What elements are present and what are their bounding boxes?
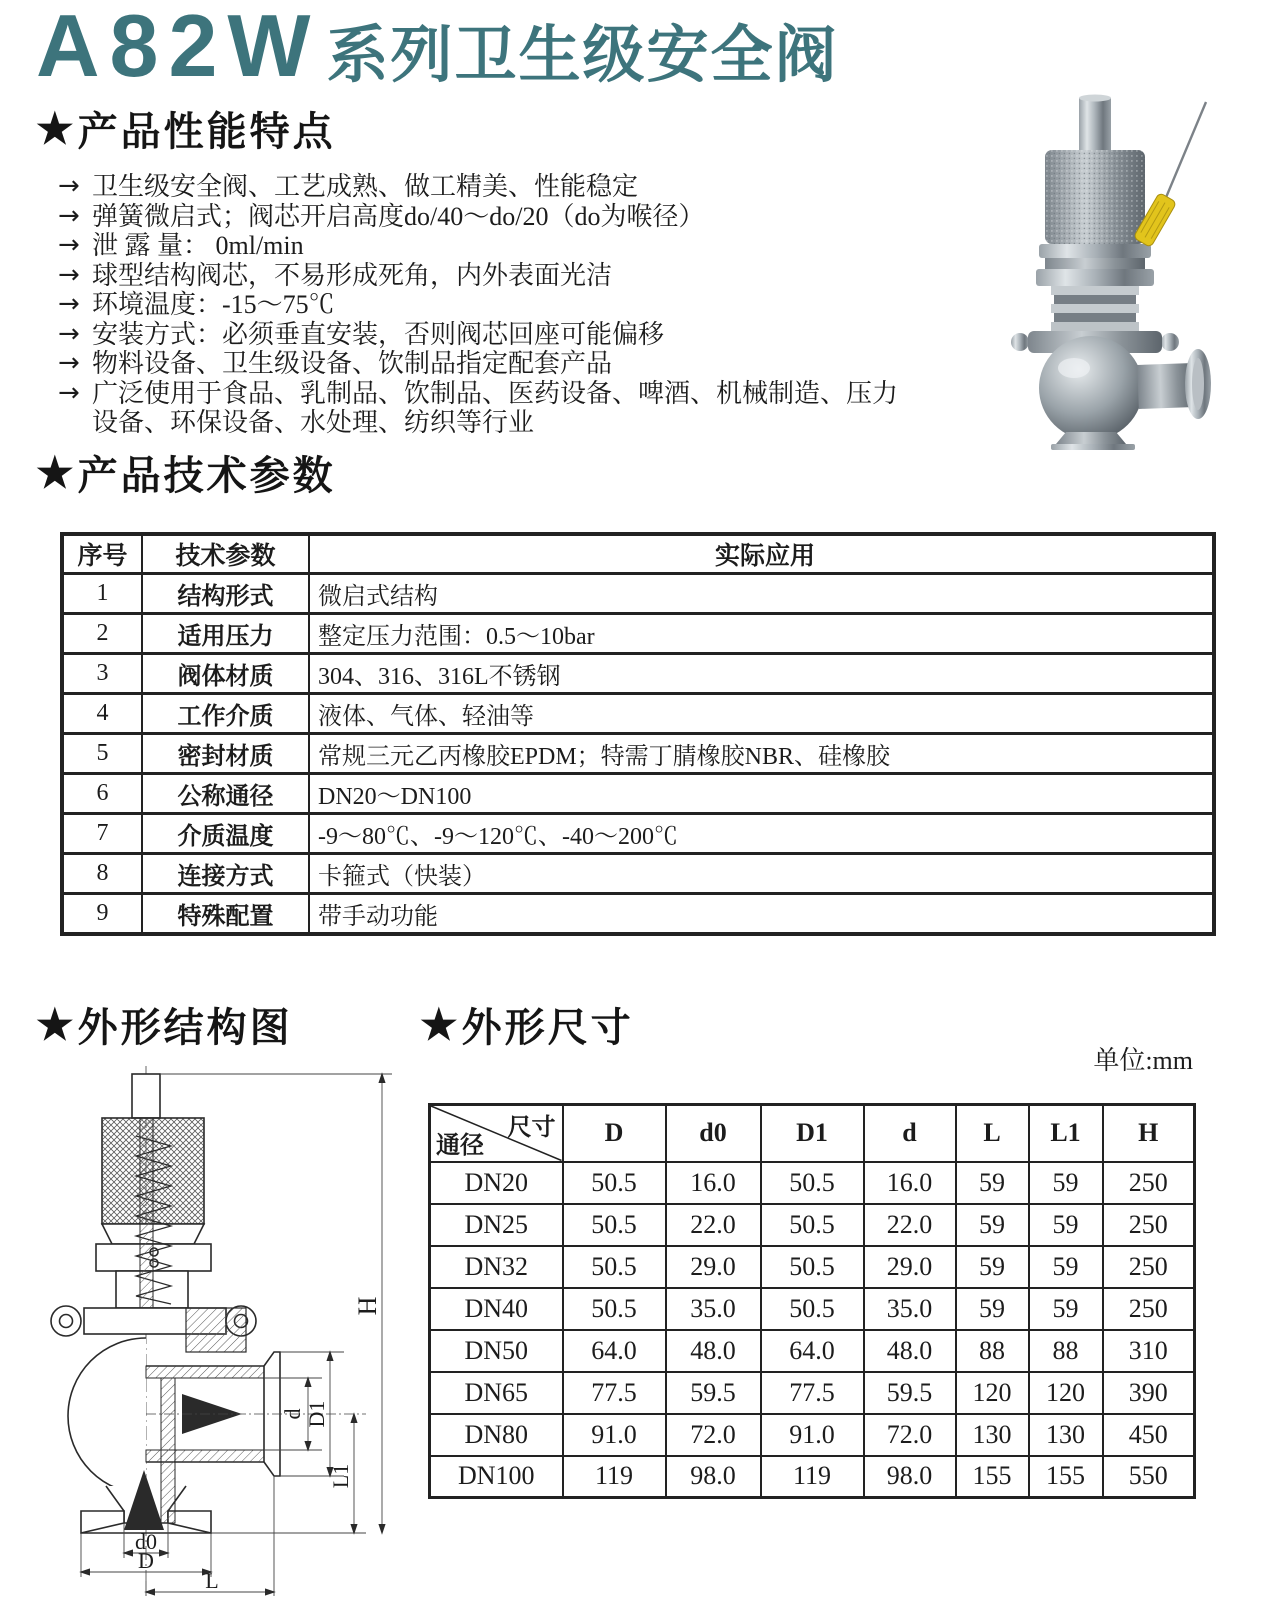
star-icon: ★ <box>36 450 74 497</box>
arrow-icon: → <box>58 259 80 290</box>
dims-header-D1: D1 <box>761 1105 864 1162</box>
feature-item: → 安装方式：必须垂直安装，否则阀芯回座可能偏移 <box>58 318 665 349</box>
dims-header-L1: L1 <box>1029 1105 1103 1162</box>
feature-item: → 环境温度：-15～75℃ <box>58 289 335 319</box>
arrow-icon: → <box>58 230 80 260</box>
dimensions-table <box>428 1103 1196 1499</box>
arrow-icon: → <box>58 289 80 319</box>
table-row: 4 工作介质 液体、气体、轻油等 <box>62 694 1214 734</box>
table-row: 3 阀体材质 304、316、316L不锈钢 <box>62 654 1214 694</box>
feature-item: → 弹簧微启式；阀芯开启高度do/40～do/20（do为喉径） <box>58 200 705 231</box>
dim-label-d0: d0 <box>135 1529 157 1554</box>
table-row: DN40 50.5 35.0 50.5 35.0 59 59 250 <box>430 1288 1195 1330</box>
units-label: 单位:mm <box>1093 1046 1193 1075</box>
table-row: 9 特殊配置 带手动功能 <box>62 894 1214 934</box>
arrow-icon: → <box>58 377 80 408</box>
product-photo <box>948 92 1248 455</box>
dims-header-H: H <box>1103 1105 1195 1162</box>
corner-label-size: 尺寸 <box>507 1115 556 1141</box>
table-row: DN32 50.5 29.0 50.5 29.0 59 59 250 <box>430 1246 1195 1288</box>
product-model: A82W <box>36 0 321 95</box>
tech-header-param: 技术参数 <box>142 534 309 574</box>
dims-corner-cell <box>430 1105 563 1162</box>
star-icon: ★ <box>420 1002 458 1049</box>
dimensions-heading: ★ 外形尺寸 <box>420 996 634 1053</box>
valve-cross-section-graphic <box>36 1056 420 1599</box>
tech-header-value: 实际应用 <box>309 534 1214 574</box>
star-icon: ★ <box>36 1002 74 1049</box>
dim-label-L: L <box>205 1568 219 1593</box>
dim-label-d: d <box>280 1408 305 1420</box>
dim-label-d1: D1 <box>304 1400 329 1428</box>
table-row: 6 公称通径 DN20～DN100 <box>62 774 1214 814</box>
feature-item: → 广泛使用于食品、乳制品、饮制品、医药设备、啤酒、机械制造、压力设备、环保设备、水处理、纺织等行业 <box>58 377 899 437</box>
feature-item: → 卫生级安全阀、工艺成熟、做工精美、性能稳定 <box>58 171 639 201</box>
table-row: DN80 91.0 72.0 91.0 72.0 130 130 450 <box>430 1414 1195 1456</box>
arrow-icon: → <box>58 200 80 231</box>
dim-label-D: D <box>138 1548 154 1573</box>
dim-label-h: H <box>353 1296 382 1316</box>
dim-label-l1: L1 <box>328 1463 353 1489</box>
dims-header-L: L <box>956 1105 1029 1162</box>
star-icon: ★ <box>36 106 74 153</box>
feature-item: → 物料设备、卫生级设备、饮制品指定配套产品 <box>58 348 613 378</box>
table-row: DN25 50.5 22.0 50.5 22.0 59 59 250 <box>430 1204 1195 1246</box>
safety-valve-photo-graphic <box>948 92 1248 450</box>
table-row: 8 连接方式 卡箍式（快装） <box>62 854 1214 894</box>
feature-item: → 泄 露 量： 0ml/min <box>58 230 304 260</box>
table-row: DN20 50.5 16.0 50.5 16.0 59 59 250 <box>430 1162 1195 1204</box>
table-row: 7 介质温度 -9～80℃、-9～120℃、-40～200℃ <box>62 814 1214 854</box>
product-series-name: 系列卫生级安全阀 <box>326 22 839 90</box>
dims-header-D: D <box>563 1105 666 1162</box>
corner-label-dn: 通径 <box>436 1132 484 1159</box>
dims-header-row <box>430 1105 1195 1162</box>
table-row: DN65 77.5 59.5 77.5 59.5 120 120 390 <box>430 1372 1195 1414</box>
tech-heading: ★ 产品技术参数 <box>36 444 336 501</box>
table-row: 5 密封材质 常规三元乙丙橡胶EPDM；特需丁腈橡胶NBR、硅橡胶 <box>62 734 1214 774</box>
tech-parameters-table <box>60 532 1216 936</box>
arrow-icon: → <box>58 318 80 349</box>
arrow-icon: → <box>58 171 80 201</box>
table-row: 1 结构形式 微启式结构 <box>62 574 1214 614</box>
feature-list <box>58 172 918 438</box>
features-heading: ★ 产品性能特点 <box>36 100 336 157</box>
dims-header-d: d <box>864 1105 956 1162</box>
table-row: DN100 119 98.0 119 98.0 155 155 550 <box>430 1456 1195 1498</box>
page-title <box>36 0 839 96</box>
table-row: DN50 64.0 48.0 64.0 48.0 88 88 310 <box>430 1330 1195 1372</box>
table-row: 2 适用压力 整定压力范围：0.5～10bar <box>62 614 1214 654</box>
arrow-icon: → <box>58 348 80 378</box>
outline-drawing-heading: ★ 外形结构图 <box>36 996 293 1053</box>
dims-header-d0: d0 <box>666 1105 761 1162</box>
outline-structure-drawing <box>36 1056 420 1604</box>
tech-header-row <box>62 534 1214 574</box>
tech-header-no: 序号 <box>62 534 142 574</box>
feature-item: → 球型结构阀芯，不易形成死角，内外表面光洁 <box>58 259 613 290</box>
